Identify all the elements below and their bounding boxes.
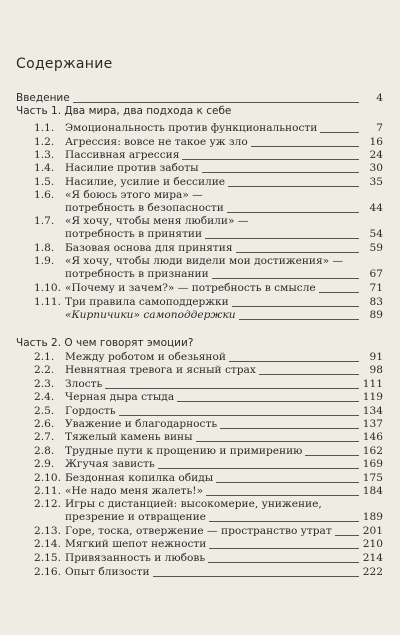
- toc-entry-title: Мягкий шепот нежности: [65, 538, 207, 550]
- toc-entry-title: Злость: [65, 378, 103, 390]
- toc-entry-number: 2.10.: [34, 472, 61, 484]
- toc-entry: [16, 377, 383, 391]
- toc-entry: [16, 524, 383, 538]
- toc-entry: [16, 188, 383, 202]
- toc-entry-title: Часть 2. О чем говорят эмоции?: [16, 337, 194, 349]
- toc-entry: [16, 254, 383, 268]
- toc-entry-number: 2.11.: [34, 485, 61, 497]
- leader-line: [158, 468, 359, 469]
- toc-entry-title: Три правила самоподдержки: [65, 296, 229, 308]
- toc-entry: [16, 390, 383, 404]
- toc-entry-title: «Не надо меня жалеть!»: [65, 485, 204, 497]
- toc-entry: [16, 404, 383, 418]
- toc-entry-title: «Почему и зачем?» — потребность в смысле: [65, 282, 316, 294]
- leader-line: [202, 172, 359, 173]
- toc-entry-number: 2.2.: [34, 364, 55, 376]
- leader-line: [177, 401, 359, 402]
- leader-line: [259, 374, 359, 375]
- leader-line: [335, 535, 359, 536]
- toc-entry-title: Базовая основа для принятия: [65, 242, 233, 254]
- toc-entry-page: 137: [362, 418, 383, 430]
- toc-entry-number: 1.10.: [34, 282, 61, 294]
- toc-entry-page: 146: [362, 431, 383, 443]
- toc-entry: [16, 430, 383, 444]
- leader-line: [232, 306, 359, 307]
- leader-line: [319, 292, 359, 293]
- toc-entry-title: Насилие против заботы: [65, 162, 199, 174]
- toc-entry-page: 44: [369, 202, 383, 214]
- toc-entry-title: Между роботом и обезьяной: [65, 351, 226, 363]
- toc-entry: [16, 91, 383, 105]
- toc-entry-page: 83: [369, 296, 383, 308]
- leader-line: [209, 548, 359, 549]
- toc-entry-title: Жгучая зависть: [65, 458, 155, 470]
- toc-entry-page: 175: [362, 472, 383, 484]
- toc-entry: [16, 497, 383, 511]
- toc-entry-page: 111: [362, 378, 383, 390]
- toc-entry: [16, 510, 383, 524]
- leader-line: [305, 455, 359, 456]
- toc-entry: [16, 350, 383, 364]
- toc-entry-page: 24: [369, 149, 383, 161]
- toc-entry-page: 4: [376, 92, 383, 104]
- toc-entry-title: Пассивная агрессия: [65, 149, 180, 161]
- toc-entry: [16, 267, 383, 281]
- toc-entry-page: 89: [369, 309, 383, 321]
- leader-line: [216, 482, 359, 483]
- toc-entry-title: Горе, тоска, отвержение — пространство утрат: [65, 525, 332, 537]
- toc-entry: [16, 295, 383, 309]
- toc-entry-number: 2.15.: [34, 552, 61, 564]
- toc-entry-title: Трудные пути к прощению и примирению: [65, 445, 303, 457]
- toc-entry-title: Введение: [16, 92, 70, 104]
- toc-entry-number: 2.6.: [34, 418, 55, 430]
- toc-entry-title: Эмоциональность против функциональности: [65, 122, 318, 134]
- toc-entry-title: презрение и отвращение: [65, 511, 206, 523]
- toc-entry-page: 169: [362, 458, 383, 470]
- toc-entry: [16, 227, 383, 241]
- toc-entry: [16, 551, 383, 565]
- toc-entry: [16, 565, 383, 579]
- toc-entry-number: 2.8.: [34, 445, 55, 457]
- toc-entry-number: 2.12.: [34, 498, 61, 510]
- toc-entry-title: Насилие, усилие и бессилие: [65, 176, 226, 188]
- toc-entry: [16, 471, 383, 485]
- toc-entry-number: 1.2.: [34, 136, 55, 148]
- toc-entry-title: Опыт близости: [65, 566, 150, 578]
- toc-entry: [16, 417, 383, 431]
- toc-entry-page: 30: [369, 162, 383, 174]
- toc-entry-title: Часть 1. Два мира, два подхода к себе: [16, 105, 232, 117]
- toc-entry-number: 2.16.: [34, 566, 61, 578]
- page-title: Содержание: [16, 56, 113, 72]
- toc-entry-page: 67: [369, 268, 383, 280]
- leader-line: [73, 102, 359, 103]
- toc-entry-page: 91: [369, 351, 383, 363]
- toc-entry: [16, 148, 383, 162]
- toc-entry-number: 2.5.: [34, 405, 55, 417]
- toc-entry-title: «Я боюсь этого мира» —: [65, 189, 203, 201]
- leader-line: [196, 441, 359, 442]
- toc-entry-number: 1.3.: [34, 149, 55, 161]
- leader-line: [205, 238, 359, 239]
- toc-entry: [16, 457, 383, 471]
- toc-entry-number: 1.6.: [34, 189, 55, 201]
- toc-entry: [16, 336, 383, 350]
- toc-entry-title: Тяжелый камень вины: [65, 431, 193, 443]
- toc-entry-page: 35: [369, 176, 383, 188]
- toc-entry: [16, 537, 383, 551]
- toc-entry-title: потребность в безопасности: [65, 202, 224, 214]
- leader-line: [119, 415, 359, 416]
- leader-line: [105, 388, 359, 389]
- toc-entry-title: «Кирпичики» самоподдержки: [65, 309, 236, 321]
- leader-line: [153, 576, 359, 577]
- toc-entry-page: 54: [369, 228, 383, 240]
- toc-entry-number: 2.7.: [34, 431, 55, 443]
- toc-entry-page: 214: [362, 552, 383, 564]
- toc-entry: [16, 161, 383, 175]
- toc-entry: [16, 281, 383, 295]
- leader-line: [320, 132, 359, 133]
- toc-entry-page: 98: [369, 364, 383, 376]
- toc-entry-page: 210: [362, 538, 383, 550]
- leader-line: [209, 521, 359, 522]
- toc-entry-title: Агрессия: вовсе не такое уж зло: [65, 136, 248, 148]
- toc-entry-page: 7: [376, 122, 383, 134]
- toc-entry-title: Привязанность и любовь: [65, 552, 206, 564]
- leader-line: [251, 146, 359, 147]
- leader-line: [236, 252, 359, 253]
- toc-entry-title: Черная дыра стыда: [65, 391, 175, 403]
- toc-entry-title: «Я хочу, чтобы меня любили» —: [65, 215, 249, 227]
- toc-entry-page: 201: [362, 525, 383, 537]
- toc-entry: [16, 121, 383, 135]
- toc-entry-page: 189: [362, 511, 383, 523]
- toc-entry: [16, 175, 383, 189]
- toc-entry-title: Невнятная тревога и ясный страх: [65, 364, 256, 376]
- leader-line: [182, 159, 359, 160]
- leader-line: [220, 428, 359, 429]
- toc-entry-title: Бездонная копилка обиды: [65, 472, 214, 484]
- toc-entry-page: 71: [369, 282, 383, 294]
- toc-entry-number: 2.9.: [34, 458, 55, 470]
- toc-entry-page: 59: [369, 242, 383, 254]
- toc-entry-title: Гордость: [65, 405, 116, 417]
- toc-entry: [16, 363, 383, 377]
- toc-entry: [16, 484, 383, 498]
- toc-entry-number: 1.5.: [34, 176, 55, 188]
- toc-entry-number: 2.13.: [34, 525, 61, 537]
- toc-entry-number: 1.4.: [34, 162, 55, 174]
- toc-entry-number: 1.8.: [34, 242, 55, 254]
- leader-line: [227, 212, 359, 213]
- toc-entry: [16, 201, 383, 215]
- toc-entry-number: 1.1.: [34, 122, 55, 134]
- toc-entry-number: 2.14.: [34, 538, 61, 550]
- leader-line: [239, 319, 359, 320]
- toc-entry: [16, 241, 383, 255]
- toc-entry: [16, 308, 383, 322]
- toc-entry-number: 1.11.: [34, 296, 61, 308]
- toc-entry-page: 134: [362, 405, 383, 417]
- toc-entry-title: «Я хочу, чтобы люди видели мои достижения» —: [65, 255, 344, 267]
- leader-line: [206, 495, 359, 496]
- toc-entry: [16, 214, 383, 228]
- toc-entry-number: 1.7.: [34, 215, 55, 227]
- leader-line: [212, 278, 359, 279]
- leader-line: [208, 562, 359, 563]
- toc-entry-title: Уважение и благодарность: [65, 418, 218, 430]
- toc-entry-number: 2.3.: [34, 378, 55, 390]
- toc-entry-page: 119: [362, 391, 383, 403]
- toc-entry: [16, 444, 383, 458]
- toc-entry-number: 2.1.: [34, 351, 55, 363]
- leader-line: [228, 186, 359, 187]
- toc-entry-page: 184: [362, 485, 383, 497]
- toc-entry-title: потребность в принятии: [65, 228, 203, 240]
- toc-entry: [16, 135, 383, 149]
- toc-entry-page: 16: [369, 136, 383, 148]
- toc-entry-title: потребность в признании: [65, 268, 209, 280]
- leader-line: [229, 361, 359, 362]
- toc-entry-number: 1.9.: [34, 255, 55, 267]
- toc-entry-page: 222: [362, 566, 383, 578]
- toc-entry: [16, 104, 383, 118]
- toc-entry-title: Игры с дистанцией: высокомерие, унижение,: [65, 498, 322, 510]
- toc-entry-number: 2.4.: [34, 391, 55, 403]
- toc-entry-page: 162: [362, 445, 383, 457]
